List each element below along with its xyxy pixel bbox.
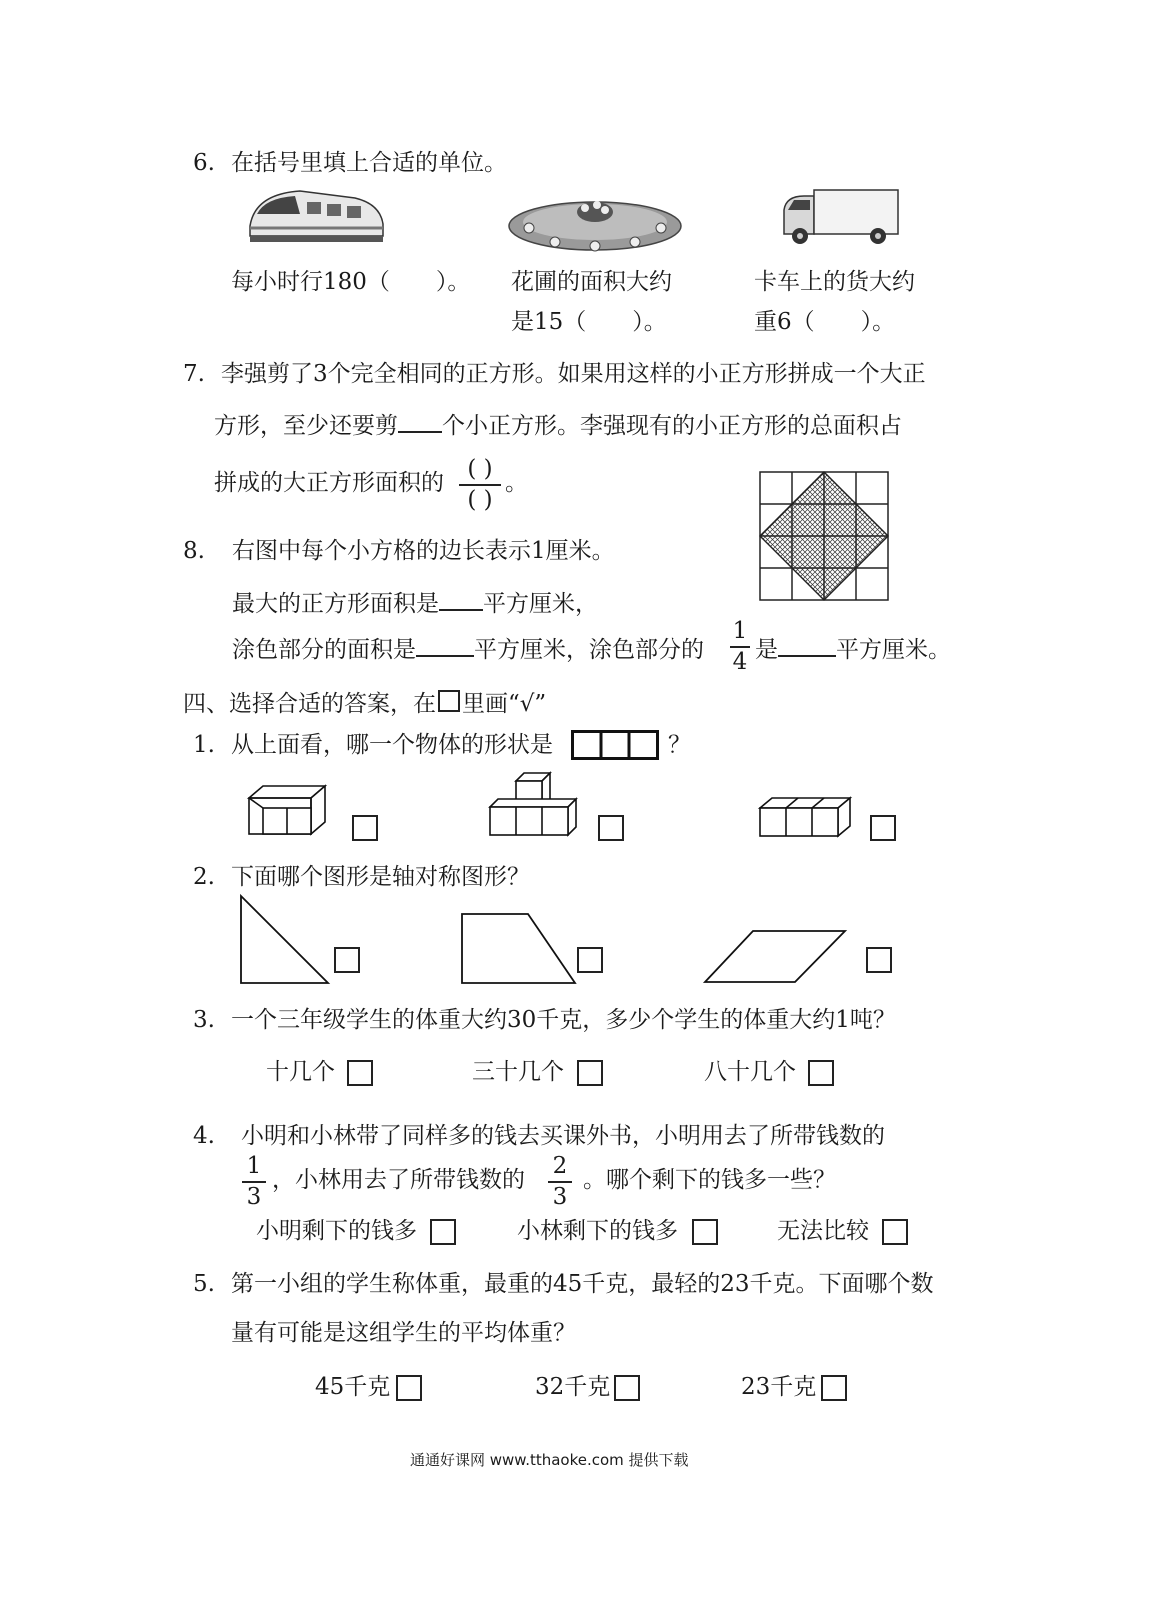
s4q1-checkbox-a[interactable]: [352, 815, 378, 841]
q8-line3-text-a: 涂色部分的面积是: [232, 637, 416, 663]
right-trapezoid-icon: [460, 912, 578, 986]
s4q5-checkbox-c[interactable]: [821, 1375, 847, 1401]
q6-answer-flowerbed-line2: 是15（ ）。: [511, 309, 667, 335]
q8-line3-text-c: 是: [755, 637, 778, 663]
q7-line2-text-a: 方形，至少还要剪: [214, 413, 398, 439]
s4q4-option-b: 小林剩下的钱多: [517, 1218, 678, 1244]
s4q4-line2-text-a: ，小林用去了所带钱数的: [272, 1167, 525, 1193]
train-icon: [245, 186, 385, 248]
s4q3-option-c: 八十几个: [704, 1059, 796, 1085]
fraction-bar: [459, 484, 501, 486]
q6-number: 6.: [193, 150, 215, 176]
q6-answer-flowerbed-line1: 花圃的面积大约: [511, 269, 672, 295]
q8-line2: [232, 589, 598, 616]
parallelogram-icon: [703, 929, 847, 985]
q7-fraction-denominator: ( ): [467, 487, 493, 513]
cube-solid-a-icon: [245, 776, 335, 836]
section4-title-text-b: 里画“√”: [462, 691, 547, 717]
page-footer: 通通好课网 www.tthaoke.com 提供下载: [410, 1451, 689, 1469]
q6-answer-train: 每小时行180（ ）。: [231, 269, 471, 295]
s4q4-option-a: 小明剩下的钱多: [256, 1218, 417, 1244]
s4q2-text: 下面哪个图形是轴对称图形？: [231, 864, 530, 890]
fraction-bar: [548, 1181, 572, 1183]
q7-fraction[interactable]: [459, 458, 501, 512]
s4q3-checkbox-b[interactable]: [577, 1060, 603, 1086]
s4q4-fraction-a: [242, 1155, 266, 1209]
s4q4-number: 4.: [193, 1123, 215, 1149]
s4q5-option-c: 23千克: [741, 1374, 817, 1400]
s4q3-text: 一个三年级学生的体重大约30千克，多少个学生的体重大约1吨？: [231, 1007, 896, 1033]
q8-blank-shaded-area[interactable]: [416, 635, 474, 657]
s4q5-checkbox-a[interactable]: [396, 1375, 422, 1401]
cube-solid-c-icon: [756, 794, 856, 838]
top-view-three-squares-icon: [571, 730, 659, 760]
s4q1-text-a: 从上面看，哪一个物体的形状是: [231, 732, 553, 758]
flower-bed-icon: [505, 190, 685, 254]
s4q4-fraction-a-numerator: 1: [246, 1153, 262, 1179]
s4q5-number: 5.: [193, 1271, 215, 1297]
s4q3-option-a: 十几个: [266, 1059, 335, 1085]
q8-fraction-denominator: 4: [732, 649, 748, 675]
truck-icon: [780, 188, 900, 248]
section4-title: [183, 690, 546, 716]
section4-title-text-a: 四、选择合适的答案，在: [183, 691, 436, 717]
s4q4-fraction-a-denominator: 3: [246, 1184, 262, 1210]
s4q3-number: 3.: [193, 1007, 215, 1033]
square-grid-diagram: [760, 472, 890, 602]
s4q1-checkbox-b[interactable]: [598, 815, 624, 841]
s4q2-checkbox-triangle[interactable]: [334, 947, 360, 973]
q7-line2-text-b: 个小正方形。李强现有的小正方形的总面积占: [442, 413, 902, 439]
q8-fraction-numerator: 1: [732, 618, 748, 644]
q6-answer-truck-line2: 重6（ ）。: [754, 309, 896, 335]
q8-line3-text-d: 平方厘米。: [836, 637, 951, 663]
s4q4-checkbox-c[interactable]: [882, 1219, 908, 1245]
s4q4-checkbox-b[interactable]: [692, 1219, 718, 1245]
q7-line3-text-a: 拼成的大正方形面积的: [214, 470, 444, 496]
q8-line3-part2: [755, 635, 951, 662]
cube-solid-b-icon: [486, 771, 581, 837]
s4q1-text-b: ？: [668, 732, 691, 758]
q8-line3-text-b: 平方厘米，涂色部分的: [474, 637, 704, 663]
checkbox-symbol-icon: [438, 690, 460, 712]
s4q5-checkbox-b[interactable]: [614, 1375, 640, 1401]
s4q1-number: 1.: [193, 732, 215, 758]
s4q4-fraction-b-denominator: 3: [552, 1184, 568, 1210]
q6-title: 在括号里填上合适的单位。: [231, 150, 507, 176]
q8-fraction: [730, 620, 750, 674]
s4q4-option-c: 无法比较: [777, 1218, 869, 1244]
s4q4-line2-text-b: 。哪个剩下的钱多一些？: [583, 1167, 836, 1193]
s4q2-checkbox-parallelogram[interactable]: [866, 947, 892, 973]
q8-blank-quarter-area[interactable]: [778, 635, 836, 657]
q8-line1: 右图中每个小方格的边长表示1厘米。: [232, 538, 615, 564]
q7-line1: 李强剪了3个完全相同的正方形。如果用这样的小正方形拼成一个大正: [221, 361, 926, 387]
q8-blank-largest-area[interactable]: [439, 589, 483, 611]
q7-line2: [214, 411, 902, 438]
s4q3-checkbox-a[interactable]: [347, 1060, 373, 1086]
s4q4-line1: 小明和小林带了同样多的钱去买课外书，小明用去了所带钱数的: [241, 1123, 885, 1149]
s4q4-fraction-b-numerator: 2: [552, 1153, 568, 1179]
q8-line2-text-b: 平方厘米，: [483, 591, 598, 617]
q7-fraction-numerator: ( ): [467, 456, 493, 482]
s4q4-checkbox-a[interactable]: [430, 1219, 456, 1245]
q7-blank-count[interactable]: [398, 411, 442, 433]
q8-line2-text-a: 最大的正方形面积是: [232, 591, 439, 617]
fraction-bar: [730, 646, 750, 648]
q7-line3-text-b: 。: [505, 470, 528, 496]
s4q5-option-b: 32千克: [535, 1374, 611, 1400]
s4q1-checkbox-c[interactable]: [870, 815, 896, 841]
s4q4-fraction-b: [548, 1155, 572, 1209]
q7-number: 7.: [183, 361, 205, 387]
s4q5-line2: 量有可能是这组学生的平均体重？: [231, 1320, 576, 1346]
q8-number: 8.: [183, 538, 205, 564]
q6-answer-truck-line1: 卡车上的货大约: [754, 269, 915, 295]
s4q5-option-a: 45千克: [315, 1374, 391, 1400]
q8-line3-part1: [232, 635, 704, 662]
s4q5-line1: 第一小组的学生称体重，最重的45千克，最轻的23千克。下面哪个数: [231, 1271, 934, 1297]
right-triangle-icon: [239, 894, 331, 986]
s4q2-checkbox-trapezoid[interactable]: [577, 947, 603, 973]
s4q3-checkbox-c[interactable]: [808, 1060, 834, 1086]
s4q3-option-b: 三十几个: [472, 1059, 564, 1085]
s4q2-number: 2.: [193, 864, 215, 890]
fraction-bar: [242, 1181, 266, 1183]
